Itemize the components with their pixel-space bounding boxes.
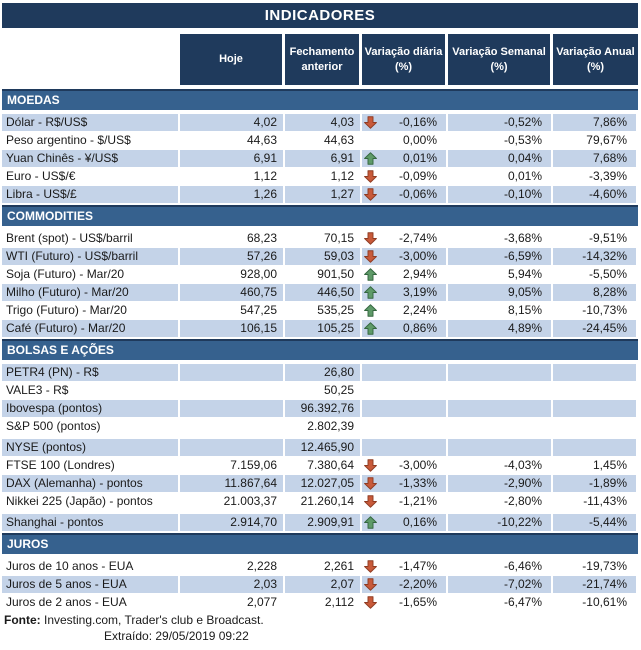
down-arrow-icon bbox=[364, 232, 377, 245]
column-header-label: Variação Anual bbox=[556, 45, 635, 58]
up-arrow-icon bbox=[364, 322, 377, 335]
column-header-variacao-semanal bbox=[448, 34, 553, 85]
variacao-semanal-value: -4,03% bbox=[448, 457, 553, 474]
hoje-value: 57,26 bbox=[180, 248, 285, 265]
column-header-sub: anterior bbox=[301, 60, 343, 73]
variacao-diaria-cell bbox=[362, 457, 448, 474]
variacao-diaria-cell bbox=[362, 248, 448, 265]
fechamento-anterior-value: 21.260,14 bbox=[285, 493, 362, 510]
variacao-diaria-cell bbox=[362, 114, 448, 131]
variacao-anual-value: -3,39% bbox=[553, 168, 638, 185]
trend-icon-wrap bbox=[364, 596, 377, 609]
source-line bbox=[4, 613, 641, 627]
variacao-anual-value: 7,86% bbox=[553, 114, 638, 131]
variacao-anual-value: -21,74% bbox=[553, 576, 638, 593]
row-label: FTSE 100 (Londres) bbox=[2, 457, 180, 474]
hoje-value: 2,03 bbox=[180, 576, 285, 593]
fechamento-anterior-value: 105,25 bbox=[285, 320, 362, 337]
row-label: Dólar - R$/US$ bbox=[2, 114, 180, 131]
variacao-diaria-cell bbox=[362, 493, 448, 510]
variacao-diaria-value: -0,16% bbox=[398, 115, 437, 129]
variacao-anual-value bbox=[553, 364, 638, 381]
trend-icon-wrap bbox=[364, 188, 377, 201]
hoje-value: 2.914,70 bbox=[180, 514, 285, 531]
row-label: Brent (spot) - US$/barril bbox=[2, 230, 180, 247]
down-arrow-icon bbox=[364, 477, 377, 490]
row-label: PETR4 (PN) - R$ bbox=[2, 364, 180, 381]
variacao-anual-value: -10,61% bbox=[553, 594, 638, 611]
table-row bbox=[2, 114, 638, 131]
trend-icon-wrap bbox=[364, 516, 377, 529]
fechamento-anterior-value: 1,27 bbox=[285, 186, 362, 203]
variacao-diaria-value: -1,47% bbox=[398, 559, 437, 573]
trend-icon-wrap bbox=[364, 495, 377, 508]
row-label: Euro - US$/€ bbox=[2, 168, 180, 185]
down-arrow-icon bbox=[364, 596, 377, 609]
variacao-semanal-value: -0,53% bbox=[448, 132, 553, 149]
row-label: Yuan Chinês - ¥/US$ bbox=[2, 150, 180, 167]
trend-icon-wrap bbox=[364, 232, 377, 245]
down-arrow-icon bbox=[364, 495, 377, 508]
column-header-fechamento-anterior bbox=[285, 34, 362, 85]
variacao-anual-value: -10,73% bbox=[553, 302, 638, 319]
hoje-value: 547,25 bbox=[180, 302, 285, 319]
variacao-anual-value: 1,45% bbox=[553, 457, 638, 474]
variacao-anual-value bbox=[553, 439, 638, 456]
variacao-diaria-cell bbox=[362, 400, 448, 417]
variacao-diaria-value: -1,21% bbox=[398, 494, 437, 508]
trend-icon-wrap bbox=[364, 560, 377, 573]
variacao-anual-value: -9,51% bbox=[553, 230, 638, 247]
fechamento-anterior-value: 26,80 bbox=[285, 364, 362, 381]
variacao-diaria-value: -2,74% bbox=[398, 231, 437, 245]
variacao-semanal-value: -10,22% bbox=[448, 514, 553, 531]
page-title: INDICADORES bbox=[2, 3, 638, 28]
variacao-anual-value: 8,28% bbox=[553, 284, 638, 301]
fechamento-anterior-value: 12.027,05 bbox=[285, 475, 362, 492]
column-header-hoje bbox=[180, 34, 285, 85]
down-arrow-icon bbox=[364, 560, 377, 573]
variacao-anual-value: -11,43% bbox=[553, 493, 638, 510]
variacao-semanal-value bbox=[448, 400, 553, 417]
trend-icon-wrap bbox=[364, 170, 377, 183]
variacao-diaria-value: 0,00% bbox=[402, 133, 437, 147]
trend-icon-wrap bbox=[364, 578, 377, 591]
variacao-diaria-cell bbox=[362, 576, 448, 593]
variacao-semanal-value bbox=[448, 418, 553, 435]
fechamento-anterior-value: 2,112 bbox=[285, 594, 362, 611]
fechamento-anterior-value: 2,261 bbox=[285, 558, 362, 575]
variacao-semanal-value: -2,80% bbox=[448, 493, 553, 510]
table-row bbox=[2, 558, 638, 575]
up-arrow-icon bbox=[364, 152, 377, 165]
fechamento-anterior-value: 535,25 bbox=[285, 302, 362, 319]
down-arrow-icon bbox=[364, 250, 377, 263]
footer-source bbox=[2, 613, 641, 643]
fechamento-anterior-value: 7.380,64 bbox=[285, 457, 362, 474]
variacao-semanal-value: 5,94% bbox=[448, 266, 553, 283]
hoje-value bbox=[180, 364, 285, 381]
variacao-semanal-value: -7,02% bbox=[448, 576, 553, 593]
table-row bbox=[2, 364, 638, 381]
row-label: NYSE (pontos) bbox=[2, 439, 180, 456]
variacao-semanal-value bbox=[448, 364, 553, 381]
fechamento-anterior-value: 2.802,39 bbox=[285, 418, 362, 435]
variacao-diaria-cell bbox=[362, 594, 448, 611]
row-label: Libra - US$/£ bbox=[2, 186, 180, 203]
variacao-anual-value bbox=[553, 400, 638, 417]
column-header-label: Hoje bbox=[219, 53, 243, 66]
variacao-anual-value bbox=[553, 418, 638, 435]
hoje-value: 1,26 bbox=[180, 186, 285, 203]
trend-icon-wrap bbox=[364, 250, 377, 263]
variacao-semanal-value bbox=[448, 439, 553, 456]
variacao-diaria-cell bbox=[362, 320, 448, 337]
hoje-value: 21.003,37 bbox=[180, 493, 285, 510]
fechamento-anterior-value: 901,50 bbox=[285, 266, 362, 283]
variacao-diaria-cell bbox=[362, 186, 448, 203]
up-arrow-icon bbox=[364, 268, 377, 281]
down-arrow-icon bbox=[364, 116, 377, 129]
hoje-value: 44,63 bbox=[180, 132, 285, 149]
table-body bbox=[2, 89, 641, 611]
variacao-diaria-cell bbox=[362, 418, 448, 435]
variacao-diaria-cell bbox=[362, 150, 448, 167]
row-label: VALE3 - R$ bbox=[2, 382, 180, 399]
variacao-semanal-value: -6,59% bbox=[448, 248, 553, 265]
variacao-diaria-cell bbox=[362, 168, 448, 185]
table-row bbox=[2, 284, 638, 301]
variacao-semanal-value: -3,68% bbox=[448, 230, 553, 247]
table-row bbox=[2, 594, 638, 611]
variacao-semanal-value: -0,52% bbox=[448, 114, 553, 131]
trend-icon-wrap bbox=[364, 459, 377, 472]
variacao-semanal-value: 8,15% bbox=[448, 302, 553, 319]
variacao-diaria-value: 2,24% bbox=[402, 303, 437, 317]
column-header-variacao-diaria bbox=[362, 34, 448, 85]
table-row bbox=[2, 248, 638, 265]
down-arrow-icon bbox=[364, 188, 377, 201]
down-arrow-icon bbox=[364, 578, 377, 591]
fechamento-anterior-value: 96.392,76 bbox=[285, 400, 362, 417]
hoje-value: 68,23 bbox=[180, 230, 285, 247]
hoje-value: 928,00 bbox=[180, 266, 285, 283]
variacao-semanal-value: -0,10% bbox=[448, 186, 553, 203]
variacao-diaria-cell bbox=[362, 475, 448, 492]
variacao-semanal-value: 9,05% bbox=[448, 284, 553, 301]
trend-icon-wrap bbox=[364, 152, 377, 165]
column-header-row bbox=[180, 34, 638, 85]
trend-icon-wrap bbox=[364, 322, 377, 335]
variacao-diaria-value: 2,94% bbox=[402, 267, 437, 281]
row-label: Peso argentino - $/US$ bbox=[2, 132, 180, 149]
variacao-semanal-value: -6,47% bbox=[448, 594, 553, 611]
section-header-commodities: COMMODITIES bbox=[2, 205, 638, 226]
table-row bbox=[2, 514, 638, 531]
variacao-diaria-value: -1,65% bbox=[398, 595, 437, 609]
hoje-value: 11.867,64 bbox=[180, 475, 285, 492]
row-label: Shanghai - pontos bbox=[2, 514, 180, 531]
column-header-sub: (%) bbox=[490, 60, 508, 73]
up-arrow-icon bbox=[364, 304, 377, 317]
row-label: DAX (Alemanha) - pontos bbox=[2, 475, 180, 492]
table-row bbox=[2, 168, 638, 185]
hoje-value bbox=[180, 439, 285, 456]
section-header-moedas: MOEDAS bbox=[2, 89, 638, 110]
table-row bbox=[2, 302, 638, 319]
variacao-semanal-value: 0,04% bbox=[448, 150, 553, 167]
source-label: Fonte: bbox=[4, 613, 41, 627]
row-label: Nikkei 225 (Japão) - pontos bbox=[2, 493, 180, 510]
variacao-diaria-value: -2,20% bbox=[398, 577, 437, 591]
table-row bbox=[2, 230, 638, 247]
row-label: Café (Futuro) - Mar/20 bbox=[2, 320, 180, 337]
variacao-diaria-cell bbox=[362, 382, 448, 399]
variacao-diaria-value: -3,00% bbox=[398, 249, 437, 263]
table-row bbox=[2, 418, 638, 435]
table-row bbox=[2, 266, 638, 283]
down-arrow-icon bbox=[364, 170, 377, 183]
trend-icon-wrap bbox=[364, 286, 377, 299]
variacao-diaria-cell bbox=[362, 558, 448, 575]
table-row bbox=[2, 493, 638, 510]
variacao-diaria-value: -3,00% bbox=[398, 458, 437, 472]
fechamento-anterior-value: 1,12 bbox=[285, 168, 362, 185]
table-row bbox=[2, 382, 638, 399]
trend-icon-wrap bbox=[364, 304, 377, 317]
variacao-anual-value: -4,60% bbox=[553, 186, 638, 203]
column-header-sub: (%) bbox=[586, 60, 605, 73]
column-header-sub: (%) bbox=[394, 60, 413, 73]
variacao-semanal-value bbox=[448, 382, 553, 399]
variacao-anual-value: -5,44% bbox=[553, 514, 638, 531]
column-header-variacao-anual bbox=[553, 34, 638, 85]
variacao-anual-value bbox=[553, 382, 638, 399]
hoje-value: 6,91 bbox=[180, 150, 285, 167]
extraction-timestamp: Extraído: 29/05/2019 09:22 bbox=[104, 629, 249, 643]
table-row bbox=[2, 150, 638, 167]
down-arrow-icon bbox=[364, 459, 377, 472]
source-text: Investing.com, Trader's club e Broadcast. bbox=[40, 613, 264, 627]
variacao-diaria-cell bbox=[362, 266, 448, 283]
fechamento-anterior-value: 4,03 bbox=[285, 114, 362, 131]
variacao-diaria-cell bbox=[362, 364, 448, 381]
variacao-diaria-value: 0,01% bbox=[402, 151, 437, 165]
row-label: Juros de 2 anos - EUA bbox=[2, 594, 180, 611]
fechamento-anterior-value: 12.465,90 bbox=[285, 439, 362, 456]
row-label: Juros de 5 anos - EUA bbox=[2, 576, 180, 593]
table-row bbox=[2, 576, 638, 593]
variacao-diaria-cell bbox=[362, 439, 448, 456]
trend-icon-wrap bbox=[364, 116, 377, 129]
hoje-value: 2,228 bbox=[180, 558, 285, 575]
fechamento-anterior-value: 6,91 bbox=[285, 150, 362, 167]
variacao-anual-value: -19,73% bbox=[553, 558, 638, 575]
variacao-semanal-value: -2,90% bbox=[448, 475, 553, 492]
variacao-diaria-value: -1,33% bbox=[398, 476, 437, 490]
variacao-semanal-value: 0,01% bbox=[448, 168, 553, 185]
variacao-diaria-value: 0,86% bbox=[402, 321, 437, 335]
table-row bbox=[2, 320, 638, 337]
variacao-anual-value: 7,68% bbox=[553, 150, 638, 167]
variacao-anual-value: 79,67% bbox=[553, 132, 638, 149]
variacao-diaria-value: 3,19% bbox=[402, 285, 437, 299]
fechamento-anterior-value: 59,03 bbox=[285, 248, 362, 265]
trend-icon-wrap bbox=[364, 477, 377, 490]
variacao-diaria-cell bbox=[362, 132, 448, 149]
fechamento-anterior-value: 2.909,91 bbox=[285, 514, 362, 531]
fechamento-anterior-value: 2,07 bbox=[285, 576, 362, 593]
column-header-label: Variação Semanal bbox=[452, 45, 546, 58]
row-label: Ibovespa (pontos) bbox=[2, 400, 180, 417]
row-label: Juros de 10 anos - EUA bbox=[2, 558, 180, 575]
hoje-value bbox=[180, 400, 285, 417]
hoje-value: 4,02 bbox=[180, 114, 285, 131]
hoje-value: 7.159,06 bbox=[180, 457, 285, 474]
variacao-diaria-cell bbox=[362, 514, 448, 531]
fechamento-anterior-value: 70,15 bbox=[285, 230, 362, 247]
table-row bbox=[2, 457, 638, 474]
table-row bbox=[2, 400, 638, 417]
section-header-juros: JUROS bbox=[2, 533, 638, 554]
table-row bbox=[2, 186, 638, 203]
row-label: Milho (Futuro) - Mar/20 bbox=[2, 284, 180, 301]
table-row bbox=[2, 132, 638, 149]
hoje-value: 106,15 bbox=[180, 320, 285, 337]
table-row bbox=[2, 439, 638, 456]
variacao-semanal-value: 4,89% bbox=[448, 320, 553, 337]
row-label: Trigo (Futuro) - Mar/20 bbox=[2, 302, 180, 319]
row-label: S&P 500 (pontos) bbox=[2, 418, 180, 435]
variacao-semanal-value: -6,46% bbox=[448, 558, 553, 575]
variacao-diaria-cell bbox=[362, 230, 448, 247]
variacao-diaria-value: 0,16% bbox=[402, 515, 437, 529]
variacao-anual-value: -5,50% bbox=[553, 266, 638, 283]
hoje-value: 2,077 bbox=[180, 594, 285, 611]
up-arrow-icon bbox=[364, 516, 377, 529]
variacao-anual-value: -14,32% bbox=[553, 248, 638, 265]
hoje-value: 460,75 bbox=[180, 284, 285, 301]
variacao-diaria-value: -0,09% bbox=[398, 169, 437, 183]
row-label: Soja (Futuro) - Mar/20 bbox=[2, 266, 180, 283]
section-header-bolsas-e-acoes: BOLSAS E AÇÕES bbox=[2, 339, 638, 360]
variacao-diaria-cell bbox=[362, 302, 448, 319]
variacao-diaria-cell bbox=[362, 284, 448, 301]
row-label: WTI (Futuro) - US$/barril bbox=[2, 248, 180, 265]
hoje-value bbox=[180, 382, 285, 399]
variacao-anual-value: -1,89% bbox=[553, 475, 638, 492]
variacao-diaria-value: -0,06% bbox=[398, 187, 437, 201]
column-header-label: Variação diária bbox=[364, 45, 443, 58]
column-header-label: Fechamento bbox=[289, 45, 355, 58]
fechamento-anterior-value: 446,50 bbox=[285, 284, 362, 301]
trend-icon-wrap bbox=[364, 268, 377, 281]
fechamento-anterior-value: 50,25 bbox=[285, 382, 362, 399]
fechamento-anterior-value: 44,63 bbox=[285, 132, 362, 149]
table-row bbox=[2, 475, 638, 492]
variacao-anual-value: -24,45% bbox=[553, 320, 638, 337]
hoje-value bbox=[180, 418, 285, 435]
hoje-value: 1,12 bbox=[180, 168, 285, 185]
up-arrow-icon bbox=[364, 286, 377, 299]
